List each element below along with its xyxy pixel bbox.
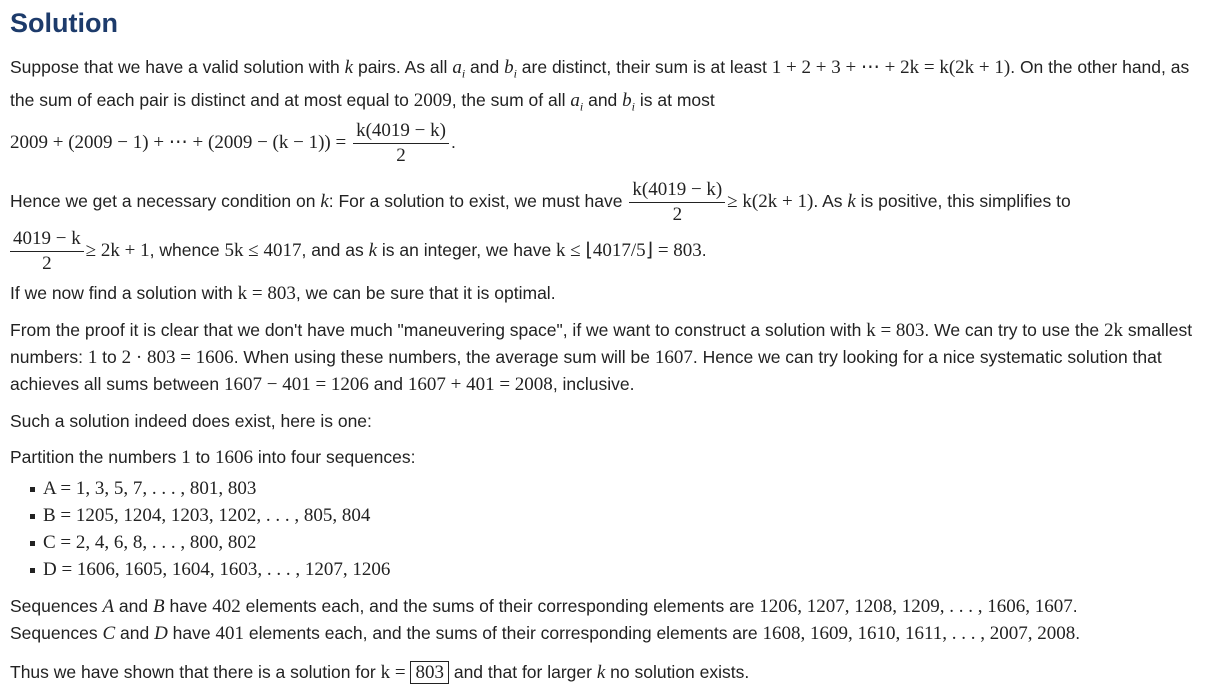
paragraph-sum-bound: Suppose that we have a valid solution with k pairs. As all $a_i$ and $b_i$ are distinct, their sum is at least 1 + 2 + 3 + ⋯ + 2k = k(2k + 1). On the other hand, as the sum of each pair is distinct and at most equal to 2009, the sum of all $a_i$ and $b_i$ is at most [10,57,1190,113]
paragraph-construction-idea: From the proof it is clear that we don't have much "maneuvering space", if we want to construct a solution with k = 803. We can try to use the 2k smallest numbers: 1 to 2 · 803 = 1606. When using these numbers, the average sum will be 1607. Hence we can try looking for a nice systematic solution that achieves all sums between 1607 − 401 = 1206 and 1607 + 401 = 2008, inclusive. [10,320,1193,395]
list-item: A = 1, 3, 5, 7, . . . , 801, 803 [43,475,1203,502]
paragraph-partition: Partition the numbers 1 to 1606 into four sequences: [10,447,416,468]
sequence-list [10,475,1203,583]
fraction: $\frac{4019 - k}{2}$ [10,227,84,276]
paragraph-optimal: If we now find a solution with k = 803, we can be sure that it is optimal. [10,283,556,304]
sum-expression: 1 + 2 + 3 + ⋯ + 2k = k(2k + 1) [771,57,1011,78]
boxed-answer: 803 [410,661,449,684]
list-item: B = 1205, 1204, 1203, 1202, . . . , 805, 804 [43,502,1203,529]
fraction: $\frac{k(4019 - k)}{2}$ [353,119,449,168]
paragraph-sums: Sequences A and B have 402 elements each, and the sums of their corresponding elements are 1206, 1207, 1208, 1209, . . . , 1606, 1607. Sequences C and D have 401 elements each, and the sums of their corresponding elements are 1608, 1609, 1610, 1611, . . . , 2007, 2008. [10,596,1081,644]
list-item: D = 1606, 1605, 1604, 1603, . . . , 1207, 1206 [43,556,1203,583]
fraction: $\frac{k(4019 - k)}{2}$ [629,178,725,227]
section-heading: Solution [10,8,118,38]
paragraph-exists: Such a solution indeed does exist, here is one: [10,411,372,431]
list-item: C = 2, 4, 6, 8, . . . , 800, 802 [43,529,1203,556]
paragraph-necessary-condition: Hence we get a necessary condition on k: For a solution to exist, we must have $\frac{k(4019 - k)}{2}$ ≥ k(2k + 1). As k is positive, this simplifies to $\frac{4019 - k}{2}$ ≥ 2k + 1, whence 5k ≤ 4017, and as k is an integer, we have k ≤ ⌊4017/5⌋ = 803. [10,179,1071,274]
display-equation-upper-bound: 2009 + (2009 − 1) + ⋯ + (2009 − (k − 1)) = $\frac{k(4019 - k)}{2}$ . [10,120,456,166]
paragraph-conclusion: Thus we have shown that there is a solution for k = 803 and that for larger k no solution exists. [10,662,750,683]
